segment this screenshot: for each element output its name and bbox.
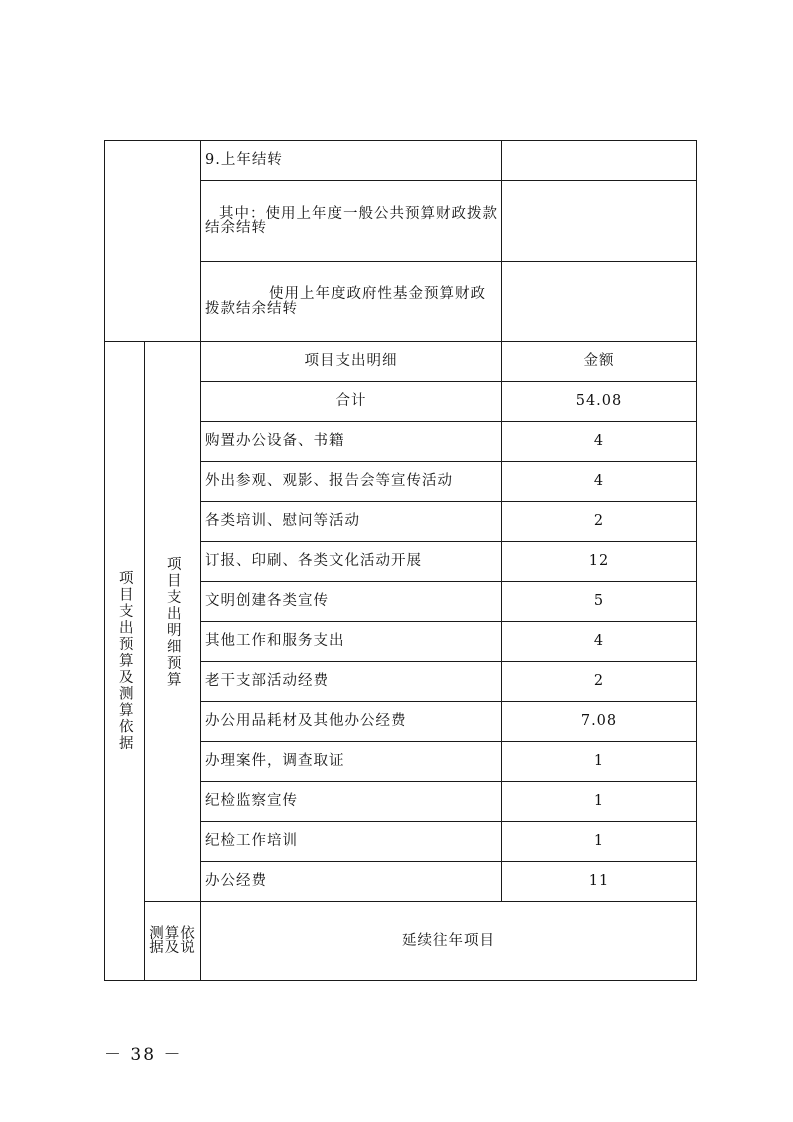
table-row xyxy=(105,141,697,181)
row-item: 老干支部活动经费 xyxy=(201,662,502,702)
fund-budget-carryover-label: 使用上年度政府性基金预算财政拨款结余结转 xyxy=(201,262,502,342)
fund-budget-carryover-amount xyxy=(502,262,697,342)
carryover-label: 9.上年结转 xyxy=(201,141,502,181)
table-row xyxy=(105,902,697,981)
row-amount: 1 xyxy=(502,742,697,782)
row-amount: 7.08 xyxy=(502,702,697,742)
section-label: 项目支出预算及测算依据 xyxy=(116,570,133,752)
row-amount: 1 xyxy=(502,822,697,862)
row-amount: 2 xyxy=(502,662,697,702)
row-amount: 12 xyxy=(502,542,697,582)
sub-label: 项目支出明细预算 xyxy=(164,555,181,688)
total-amount: 54.08 xyxy=(502,382,697,422)
row-amount: 4 xyxy=(502,622,697,662)
basis-text: 延续往年项目 xyxy=(201,902,697,981)
page-number: － 38 － xyxy=(104,1045,183,1065)
row-item: 其他工作和服务支出 xyxy=(201,622,502,662)
row-amount: 4 xyxy=(502,462,697,502)
carryover-amount xyxy=(502,141,697,181)
section-label-cell xyxy=(105,342,145,981)
table-row xyxy=(105,342,697,382)
blank-cell xyxy=(105,141,201,342)
row-item: 纪检监察宣传 xyxy=(201,782,502,822)
basis-label: 测算依据及说 xyxy=(145,902,201,981)
header-item: 项目支出明细 xyxy=(201,342,502,382)
row-item: 购置办公设备、书籍 xyxy=(201,422,502,462)
budget-table xyxy=(104,140,697,981)
row-item: 各类培训、慰问等活动 xyxy=(201,502,502,542)
total-label: 合计 xyxy=(201,382,502,422)
general-budget-carryover-amount xyxy=(502,181,697,262)
row-item: 纪检工作培训 xyxy=(201,822,502,862)
row-item: 订报、印刷、各类文化活动开展 xyxy=(201,542,502,582)
row-amount: 11 xyxy=(502,862,697,902)
row-item: 办理案件，调查取证 xyxy=(201,742,502,782)
row-item: 文明创建各类宣传 xyxy=(201,582,502,622)
row-item: 外出参观、观影、报告会等宣传活动 xyxy=(201,462,502,502)
row-item: 办公经费 xyxy=(201,862,502,902)
row-amount: 2 xyxy=(502,502,697,542)
header-amount: 金额 xyxy=(502,342,697,382)
row-item: 办公用品耗材及其他办公经费 xyxy=(201,702,502,742)
row-amount: 5 xyxy=(502,582,697,622)
sub-label-cell xyxy=(145,342,201,902)
row-amount: 1 xyxy=(502,782,697,822)
general-budget-carryover-label: 其中：使用上年度一般公共预算财政拨款结余结转 xyxy=(201,181,502,262)
row-amount: 4 xyxy=(502,422,697,462)
